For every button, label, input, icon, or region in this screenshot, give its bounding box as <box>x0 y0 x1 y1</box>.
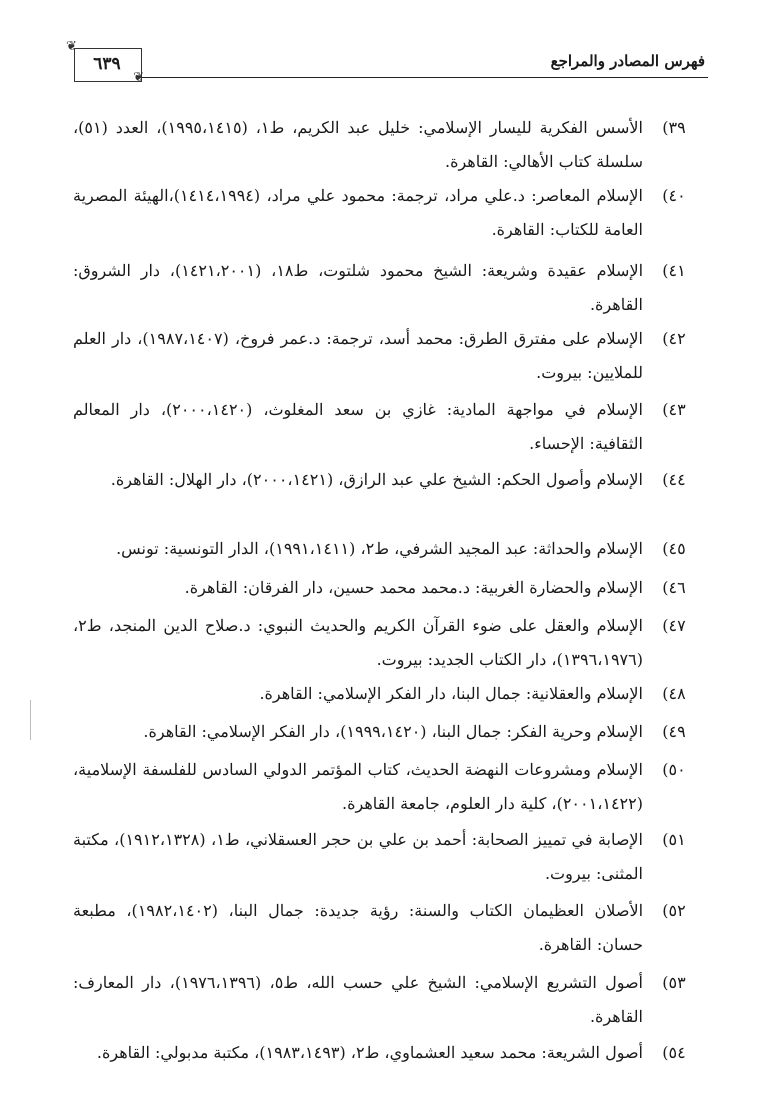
entry-number: ٤٣) <box>662 400 686 419</box>
entry-number: ٤٥) <box>662 539 686 558</box>
entry-text: الإسلام في مواجهة المادية: غازي بن سعد المغلوث، (٢٠٠٠،١٤٢٠)، دار المعالم الثقافية: الإحساء. <box>73 400 644 453</box>
entry-number: ٣٩) <box>662 118 686 137</box>
running-header-title: فهرس المصادر والمراجع <box>550 52 705 70</box>
entry-text: الأصلان العظيمان الكتاب والسنة: رؤية جديدة: جمال البنا، (١٩٨٢،١٤٠٢)، مطبعة حسان: القاهرة. <box>73 901 644 954</box>
entry-text: الإسلام عقيدة وشريعة: الشيخ محمود شلتوت، ط١٨، (١٤٢١،٢٠٠١)، دار الشروق: القاهرة. <box>73 261 644 314</box>
entry-text: الإسلام المعاصر: د.علي مراد، ترجمة: محمود علي مراد، (١٤١٤،١٩٩٤)،الهيئة المصرية العامة للكتاب: القاهرة. <box>73 186 643 239</box>
entry-text: الإصابة في تمييز الصحابة: أحمد بن علي بن حجر العسقلاني، ط١، (١٩١٢،١٣٢٨)، مكتبة المثنى: بيروت. <box>73 830 643 883</box>
entry-text: الإسلام على مفترق الطرق: محمد أسد، ترجمة: د.عمر فروخ، (١٩٨٧،١٤٠٧)، دار العلم للملايين: بيروت. <box>73 329 644 382</box>
entry-text: الإسلام ومشروعات النهضة الحديث، كتاب المؤتمر الدولي السادس للفلسفة الإسلامية، (٢٠٠١،١٤٢٢)، كلية دار العلوم، جامعة القاهرة. <box>73 760 643 813</box>
entry-text: الإسلام وحرية الفكر: جمال البنا، (١٩٩٩،١٤٢٠)، دار الفكر الإسلامي: القاهرة. <box>143 722 643 741</box>
page-number: ٦٣٩ <box>93 54 121 74</box>
corner-ornament-icon: ❦ <box>133 70 144 85</box>
entry-text: أصول التشريع الإسلامي: الشيخ علي حسب الله، ط٥، (١٩٧٦،١٣٩٦)، دار المعارف: القاهرة. <box>73 973 643 1026</box>
entry-number: ٤٦) <box>662 578 686 597</box>
entry-number: ٤٤) <box>662 470 686 489</box>
entry-number: ٥٠) <box>662 760 686 779</box>
entry-text: الإسلام وأصول الحكم: الشيخ علي عبد الرازق، (٢٠٠٠،١٤٢١)، دار الهلال: القاهرة. <box>110 470 643 489</box>
entry-text: أصول الشريعة: محمد سعيد العشماوي، ط٢، (١٩٨٣،١٤٩٣)، مكتبة مدبولي: القاهرة. <box>96 1043 643 1062</box>
entry-text: الإسلام والحضارة الغربية: د.محمد محمد حسين، دار الفرقان: القاهرة. <box>184 578 643 597</box>
entry-text: الإسلام والحداثة: عبد المجيد الشرفي، ط٢، (١٩٩١،١٤١١)، الدار التونسية: تونس. <box>116 539 643 558</box>
entry-text: الإسلام والعقل على ضوء القرآن الكريم والحديث النبوي: د.صلاح الدين المنجد، ط٢، (١٣٩٦،١٩٧٦)، دار الكتاب الجديد: بيروت. <box>73 616 643 669</box>
entry-number: ٤٧) <box>662 616 686 635</box>
entry-number: ٤١) <box>662 261 686 280</box>
entry-number: ٤٩) <box>662 722 686 741</box>
entry-number: ٥٢) <box>662 901 686 920</box>
entry-number: ٤٠) <box>662 186 686 205</box>
entry-number: ٥٤) <box>662 1043 686 1062</box>
entry-text: الأسس الفكرية لليسار الإسلامي: خليل عبد الكريم، ط١، (١٩٩٥،١٤١٥)، العدد (٥١)، سلسلة كتاب الأهالي: القاهرة. <box>73 118 644 171</box>
entry-text: الإسلام والعقلانية: جمال البنا، دار الفكر الإسلامي: القاهرة. <box>259 684 643 703</box>
entry-number: ٤٢) <box>662 329 686 348</box>
entry-number: ٥١) <box>662 830 686 849</box>
entry-number: ٥٣) <box>662 973 686 992</box>
entry-number: ٤٨) <box>662 684 686 703</box>
corner-ornament-icon: ❦ <box>66 39 77 54</box>
